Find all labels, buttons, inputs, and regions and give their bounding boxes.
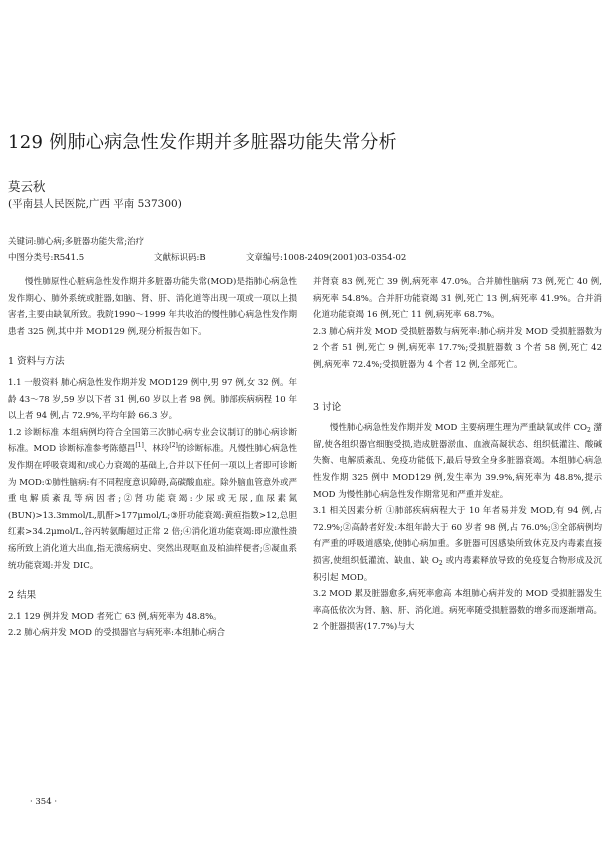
paragraph-1-2-text-b: 、林玲 [143,444,170,455]
discussion-text-a: 慢性肺心病急性发作期并发 MOD 主要病理生理为严重缺氧或伴 CO [330,423,587,434]
article-id: 文章编号:1008-2409(2001)03-0354-02 [246,253,407,263]
paragraph-3-1-text-b: 或内毒素释放导致的免疫复合物形成及沉积引起 MOD。 [313,555,602,583]
paragraph-2-2-continued: 并肾衰 83 例,死亡 39 例,病死率 47.0%。合并肺性脑病 73 例,死亡 40 例,病死率 54.8%。合并肝功能衰竭 31 例,死亡 13 例,病死率 41.9%。合并消化道功能衰竭 16 例,死亡 11 例,病死率 68.7%。 [313,277,602,321]
paragraph-1-2-text-a: 1.2 诊断标准 本组病例均符合全国第三次肺心病专业会议制订的肺心病诊断标准。MOD 诊断标准参考陈德昌 [8,427,297,455]
paragraph-1-2-text-c: 的诊断标准。凡慢性肺心病急性发作期在呼吸衰竭和/或心力衰竭的基础上,合并以下任何一项以上者即可诊断为 MOD:①肺性脑病:有不同程度意识障碍,高碳酸血症。除外脑血管意外或严重电解质紊乱等病因者;②肾功能衰竭:少尿或无尿,血尿素氮(BUN)>13.3mmol/L,肌酐>177μmol/L;③肝功能衰竭:黄疸指数>12,总胆红素>34.2μmol/L,谷丙转氨酶超过正常 2 倍;④消化道功能衰竭:即应激性溃疡所致上消化道大出血,指无溃疡病史、突然出现呕血及柏油样便者;⑤凝血系统功能衰竭:并发 DIC。 [8,444,297,571]
paragraph-3-1 [313,503,602,586]
section-heading-discussion: 3 讨论 [313,401,342,413]
citation-2: [2] [169,442,178,450]
paragraph-2-2-start: 2.2 肺心病并发 MOD 的受损器官与病死率:本组肺心病合 [8,628,225,639]
paragraph-2-3: 2.3 肺心病并发 MOD 受损脏器数与病死率:肺心病并发 MOD 受损脏器数为 2 个者 51 例,死亡 9 例,病死率 17.7%;受损脏器数 3 个者 58 例,死亡 42 例,病死率 72.4%;受损脏器为 4 个者 12 例,全部死亡。 [313,326,602,370]
paragraph-2-1: 2.1 129 例并发 MOD 者死亡 63 例,病死率为 48.8%。 [8,611,222,622]
article-title: 129 例肺心病急性发作期并多脏器功能失常分析 [8,132,397,153]
co2-subscript: 2 [586,427,591,435]
author-name: 莫云秋 [8,179,46,194]
discussion-text-b: 潴留,使各组织器官细胞受损,造成脏器淤血、血液高凝状态、组织低灌注、酸碱失衡、电解质紊乱、免疫功能低下,最后导致全身多脏器衰竭。本组肺心病急性发作期 325 例中 MOD129 例,发生率为 39.9%,病死率为 48.8%,提示 MOD 为慢性肺心病急性发作期常见和严重并发症。 [313,423,602,500]
discussion-paragraph [313,420,602,503]
author-affiliation: (平南县人民医院,广西 平南 537300) [8,198,182,210]
paragraph-3-2: 3.2 MOD 累及脏器愈多,病死率愈高 本组肺心病并发的 MOD 受损脏器发生率高低依次为肾、脑、肝、消化道。病死率随受损脏器数的增多而逐渐增高。2 个脏器损害(17.7%)与大 [313,589,602,633]
intro-paragraph: 慢性肺原性心脏病急性发作期并多脏器功能失常(MOD)是指肺心病急性发作期心、肺外系统或脏器,如脑、肾、肝、消化道等出现一项或一项以上损害者,主要由缺氧所致。我院1990～1999 年共收治的慢性肺心病急性发作期患者 325 例,其中并 MOD129 例,现分析报告如下。 [8,277,297,337]
clc-number: 中图分类号:R541.5 [8,253,85,263]
keywords: 关键词:肺心病;多脏器功能失常;治疗 [8,237,145,247]
citation-1: [1] [135,442,144,450]
paragraph-1-1: 1.1 一般资料 肺心病急性发作期并发 MOD129 例中,男 97 例,女 32 例。年龄 43～78 岁,59 岁以下者 31 例,60 岁以上者 98 例。肺部疾病病程 10 年以上者 94 例,占 72.9%,平均年龄 66.3 岁。 [8,377,297,422]
page-number: · 354 · [30,797,58,807]
paragraph-1-2 [8,425,297,574]
document-code: 文献标识码:B [154,253,206,263]
right-column [313,274,602,636]
left-column [8,274,297,642]
o2-subscript: 2 [438,559,443,567]
section-heading-results: 2 结果 [8,590,37,602]
paragraph-3-1-text-a: 3.1 相关因素分析 ①肺部疾病病程大于 10 年者易并发 MOD,有 94 例,占 72.9%;②高龄者好发:本组年龄大于 60 岁者 98 例,占 76.0%;③全部病例均有严重的呼吸道感染,使肺心病加重。多脏器可因感染所致休克及内毒素直接损害,使组织低灌流、缺血、缺 O [313,506,602,566]
article-metadata [8,251,406,263]
section-heading-methods: 1 资料与方法 [8,356,65,368]
